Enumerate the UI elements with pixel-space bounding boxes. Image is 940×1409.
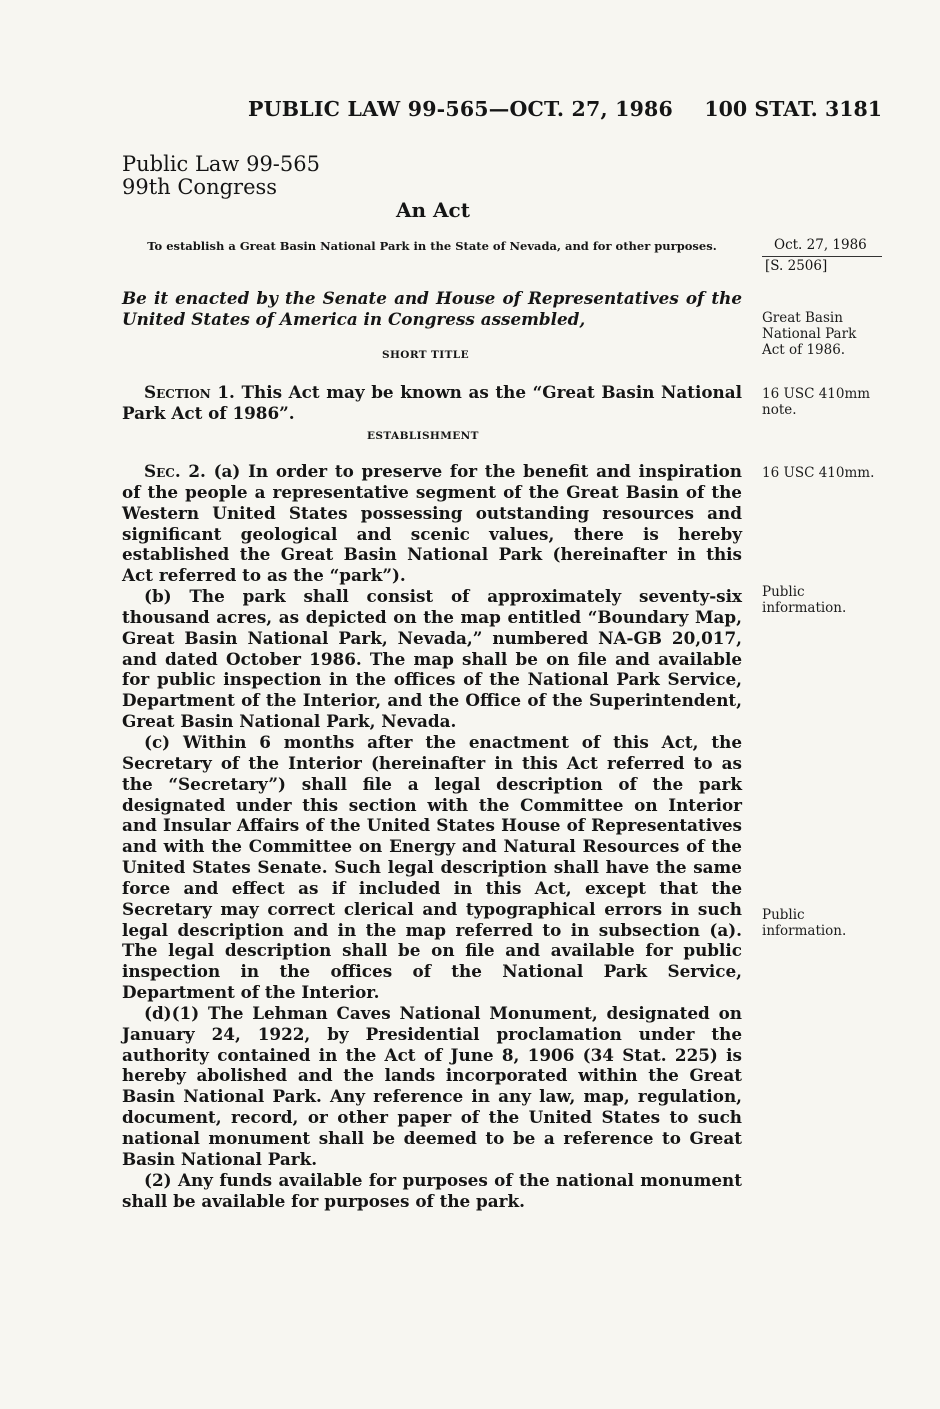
margin-note-usc-2: 16 USC 410mm.: [762, 465, 875, 481]
margin-note-short-title: Great Basin National Park Act of 1986.: [762, 310, 857, 358]
act-purpose: To establish a Great Basin National Park in the State of Nevada, and for other purposes.: [147, 239, 717, 253]
section-2-subsection-d2: (2) Any funds available for purposes of the national monument shall be available for purposes of the park.: [122, 1169, 742, 1211]
an-act-heading: An Act: [396, 198, 470, 222]
section-2-subsection-d1: (d)(1) The Lehman Caves National Monument, designated on January 24, 1922, by Presidential proclamation under the authority contained in the Act of June 8, 1906 (34 Stat. 225) is hereby abolished and the lands incorporated within the Great Basin National Park. Any reference in any law, map, regulation, document, record, or other paper of the United States to such national monument shall be deemed to be a reference to Great Basin National Park.: [122, 1002, 742, 1169]
public-law-number: Public Law 99-565: [122, 152, 320, 176]
enacting-clause: Be it enacted by the Senate and House of Representatives of the United States of America in Congress assembled,: [122, 288, 742, 329]
subsection-a-text: (a) In order to preserve for the benefit and inspiration of the people a representative segment of the Great Basin of the Western United States possessing outstanding resources and significant geological and scenic values, there is hereby established the Great Basin National Park (hereinafter in this Act referred to as the “park”).: [122, 461, 742, 586]
enactment-date: Oct. 27, 1986: [762, 236, 882, 257]
margin-note-public-info-1: Public information.: [762, 584, 847, 616]
section-2-label: Sec. 2.: [144, 461, 206, 481]
margin-note-public-info-2: Public information.: [762, 907, 847, 939]
section-2-subsection-c: (c) Within 6 months after the enactment of this Act, the Secretary of the Interior (hereinafter in this Act referred to as the “Secretary”) shall file a legal description of the park designated under this section with the Committee on Interior and Insular Affairs of the United States House of Representatives and with the Committee on Energy and Natural Resources of the United States Senate. Such legal description shall have the same force and effect as if included in this Act, except that the Secretary may correct clerical and typographical errors in such legal description and in the map referred to in subsection (a). The legal description shall be on file and available for public inspection in the offices of the National Park Service, Department of the Interior.: [122, 731, 742, 1003]
heading-establishment: ESTABLISHMENT: [367, 430, 479, 442]
section-2-subsection-b: (b) The park shall consist of approximately seventy-six thousand acres, as depicted on the map entitled “Boundary Map, Great Basin National Park, Nevada,” numbered NA-GB 20,017, and dated October 1986. The map shall be on file and available for public inspection in the offices of the National Park Service, Department of the Interior, and the Office of the Superintendent, Great Basin National Park, Nevada.: [122, 586, 742, 732]
heading-short-title: SHORT TITLE: [382, 349, 469, 361]
section-2-subsection-a: [122, 461, 742, 586]
congress-number: 99th Congress: [122, 175, 278, 199]
section-2: [122, 461, 742, 1211]
statute-page-number: 100 STAT. 3181: [704, 97, 882, 121]
section-1-text: This Act may be known as the “Great Basin National Park Act of 1986”.: [122, 382, 742, 423]
section-1: [122, 382, 742, 424]
running-title: PUBLIC LAW 99-565—OCT. 27, 1986: [248, 97, 673, 121]
bill-number: [S. 2506]: [765, 258, 828, 274]
margin-note-usc-1: 16 USC 410mm note.: [762, 386, 871, 418]
enactment-date-box: [762, 236, 882, 276]
section-1-label: Section 1.: [144, 382, 235, 402]
